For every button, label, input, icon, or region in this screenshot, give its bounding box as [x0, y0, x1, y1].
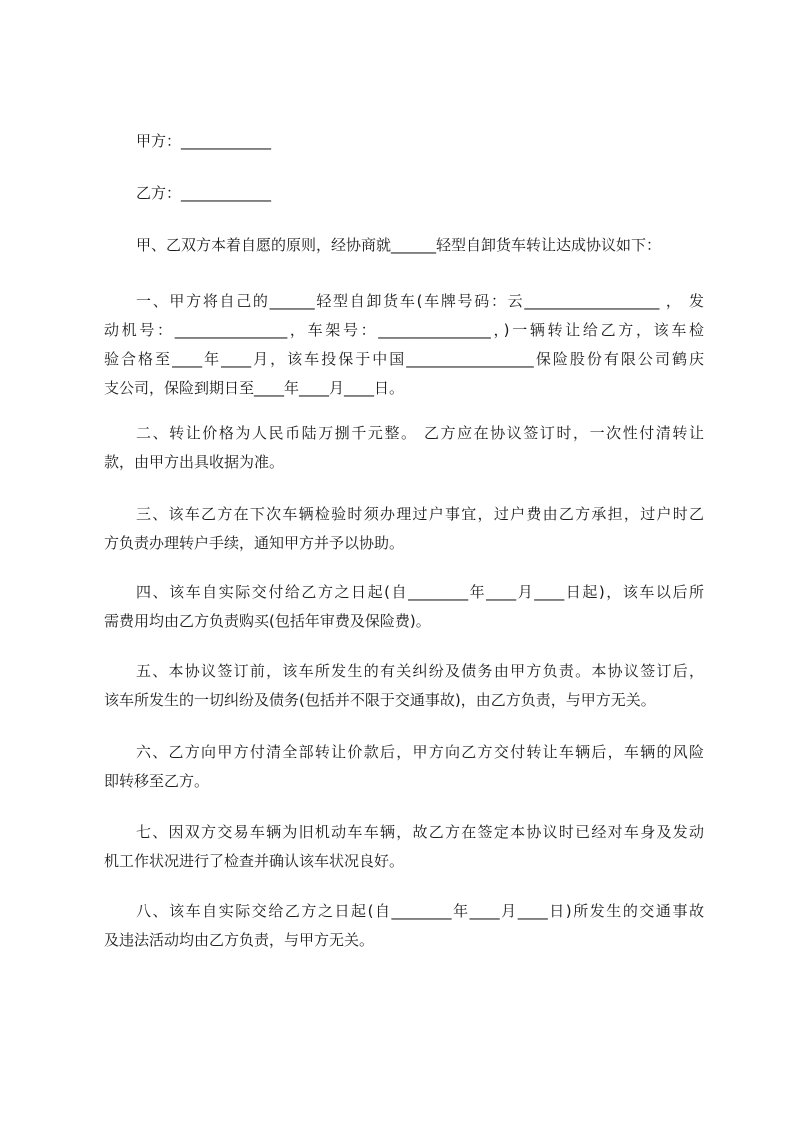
clause-1: 一、甲方将自己的______轻型自卸货车(车牌号码：云__________________ ， 发 动机号：_______________，车架号：_______________，)一辆转让给乙方，该车检 验合格至____年____月，该车投保于中国_________________保险股份有限公司鹤庆 支公司，保险到期日至____年____月____日。 [104, 292, 704, 397]
party-a-line: 甲方：____________ [136, 132, 272, 150]
party-b-line: 乙方：____________ [136, 184, 272, 202]
clause-8: 八、该车自实际交给乙方之日起(自________年____月____日)所发生的交通事故 及违法活动均由乙方负责，与甲方无关。 [104, 902, 704, 949]
clause-2: 二、转让价格为人民币陆万捌千元整。 乙方应在协议签订时，一次性付清转让 款，由甲方出具收据为准。 [104, 424, 704, 471]
clause-4: 四、该车自实际交付给乙方之日起(自________年____月____日起)，该车以后所 需费用均由乙方负责购买(包括年审费及保险费)。 [104, 583, 704, 630]
clause-5: 五、本协议签订前，该车所发生的有关纠纷及债务由甲方负责。本协议签订后， 该车所发生的一切纠纷及债务(包括并不限于交通事故)，由乙方负责，与甲方无关。 [104, 662, 704, 709]
clause-3: 三、该车乙方在下次车辆检验时须办理过户事宜，过户费由乙方承担，过户时乙 方负责办理转户手续，通知甲方并予以协助。 [104, 505, 704, 552]
clause-6: 六、乙方向甲方付清全部转让价款后，甲方向乙方交付转让车辆后，车辆的风险 即转移至乙方。 [104, 743, 704, 790]
intro-paragraph: 甲、乙双方本着自愿的原则，经协商就______轻型自卸货车转让达成协议如下： [136, 236, 662, 254]
clause-7: 七、因双方交易车辆为旧机动车车辆，故乙方在签定本协议时已经对车身及发动 机工作状况进行了检查并确认该车状况良好。 [104, 823, 704, 870]
